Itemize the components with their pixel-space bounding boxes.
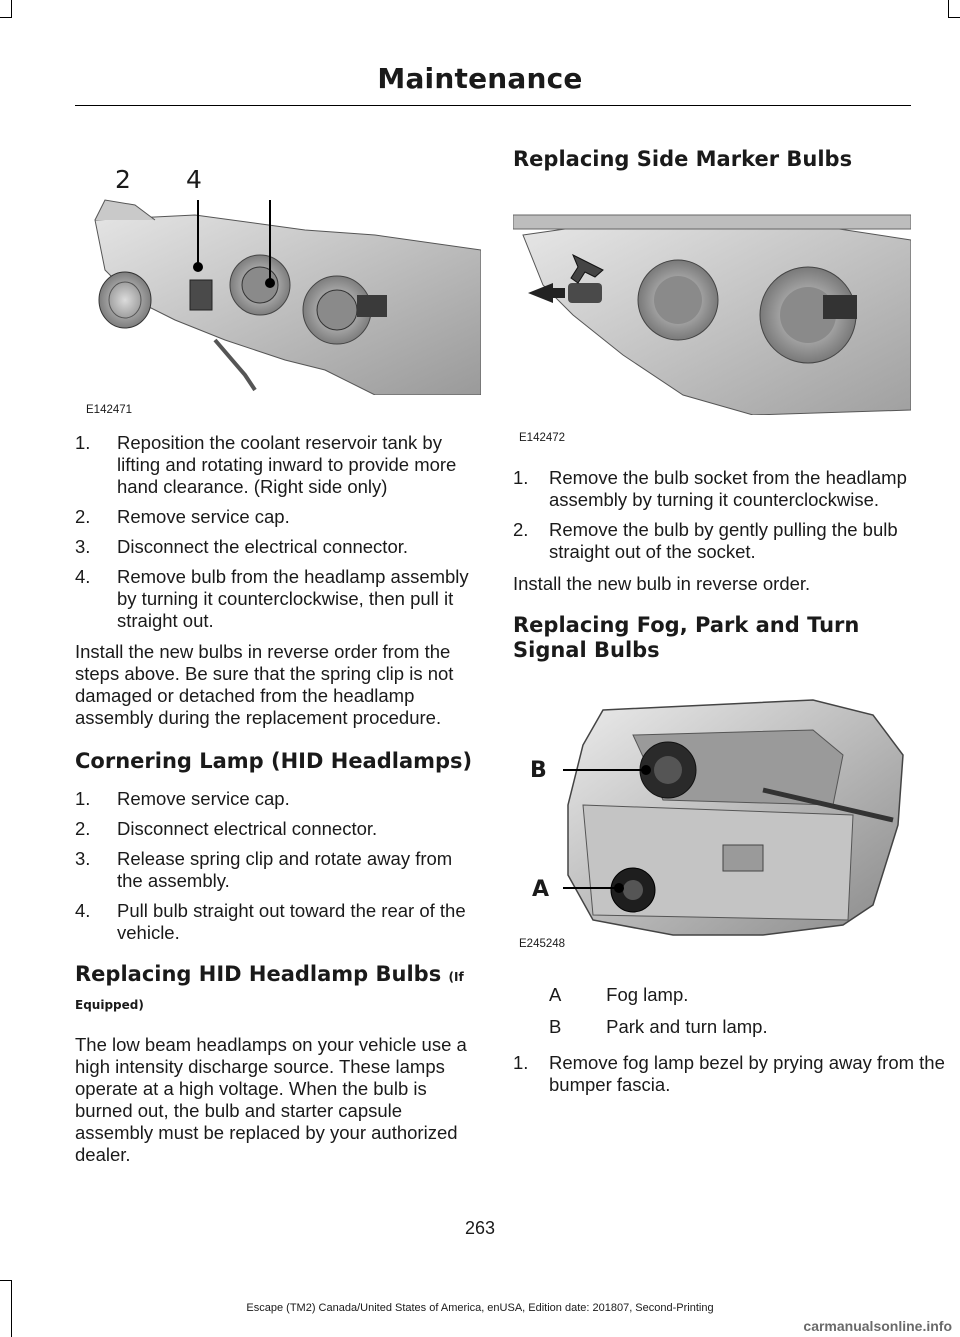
heading-hid-qualifier: Equipped): [75, 998, 144, 1012]
callout-2: 2: [115, 165, 131, 194]
paragraph: Install the new bulbs in reverse order from the steps above. Be sure that the spring clip is not damaged or detached from the headlamp assembly during the replacement procedure.: [75, 641, 454, 728]
list-item: 1. Remove service cap.: [75, 788, 290, 809]
callout-4: 4: [186, 165, 202, 194]
paragraph: Install the new bulb in reverse order.: [513, 573, 811, 594]
left-column: [75, 432, 477, 1166]
right-column: [513, 467, 913, 663]
legend-row-b: B Park and turn lamp.: [549, 1016, 768, 1037]
list-item: 1. Remove the bulb socket from the headlamp assembly by turning it counterclockwise.: [513, 467, 907, 510]
fog-lamp-illustration: [513, 695, 911, 940]
fog-lamp-figure: [513, 695, 911, 940]
steps-list-2: [75, 788, 477, 944]
crop-mark-top-right-h: [948, 17, 960, 18]
heading-side-marker: Replacing Side Marker Bulbs: [513, 147, 853, 171]
legend-row-a: A Fog lamp.: [549, 984, 689, 1005]
figure-id-e142471: E142471: [86, 404, 133, 416]
list-item: 2. Disconnect electrical connector.: [75, 818, 378, 839]
side-marker-illustration: [513, 195, 911, 415]
heading-hid-bulbs: Replacing HID Headlamp Bulbs (If: [75, 962, 464, 986]
section-title: Maintenance: [377, 62, 583, 95]
edition-footer: Escape (TM2) Canada/United States of America, enUSA, Edition date: 201807, Second-Printing: [246, 1302, 714, 1314]
crop-mark-top-right-v: [948, 0, 949, 18]
figure-id-e245248: E245248: [519, 938, 566, 950]
crop-mark-top-left-h: [0, 17, 12, 18]
watermark: carmanualsonline.info: [803, 1318, 952, 1334]
list-item: 2. Remove service cap.: [75, 506, 290, 527]
list-item: 1. Remove fog lamp bezel by prying away from the bumper fascia.: [513, 1052, 945, 1095]
paragraph: The low beam headlamps on your vehicle use a high intensity discharge source. These lamps operate at a high voltage. When the bulb is burned out, the bulb and starter capsule assembly must be replaced by your authorized dealer.: [75, 1034, 467, 1165]
headlamp-rear-illustration: [75, 160, 481, 395]
steps-list-1: [75, 432, 477, 632]
callout-b: B: [530, 758, 547, 783]
list-item: 4. Pull bulb straight out toward the rear of the vehicle.: [75, 900, 466, 943]
page-number: 263: [464, 1218, 496, 1238]
crop-mark-top-left-v: [11, 0, 12, 18]
list-item: 1. Reposition the coolant reservoir tank by lifting and rotating inward to provide more hand clearance. (Right side only): [75, 432, 457, 497]
callout-a: A: [532, 877, 550, 902]
figure-id-e142472: E142472: [519, 432, 566, 444]
crop-mark-bottom-left-h: [0, 1280, 12, 1281]
list-item: 3. Disconnect the electrical connector.: [75, 536, 409, 557]
list-item: 3. Release spring clip and rotate away from the assembly.: [75, 848, 453, 891]
side-marker-figure: [513, 195, 911, 415]
heading-fog-park-turn: Replacing Fog, Park and Turn Signal Bulbs: [513, 613, 860, 662]
list-item: 4. Remove bulb from the headlamp assembly by turning it counterclockwise, then pull it straight out.: [75, 566, 469, 631]
header-rule: [75, 105, 911, 106]
heading-cornering-lamp: Cornering Lamp (HID Headlamps): [75, 749, 473, 773]
headlamp-rear-figure: [75, 160, 481, 395]
list-item: 2. Remove the bulb by gently pulling the bulb straight out of the socket.: [513, 519, 898, 562]
